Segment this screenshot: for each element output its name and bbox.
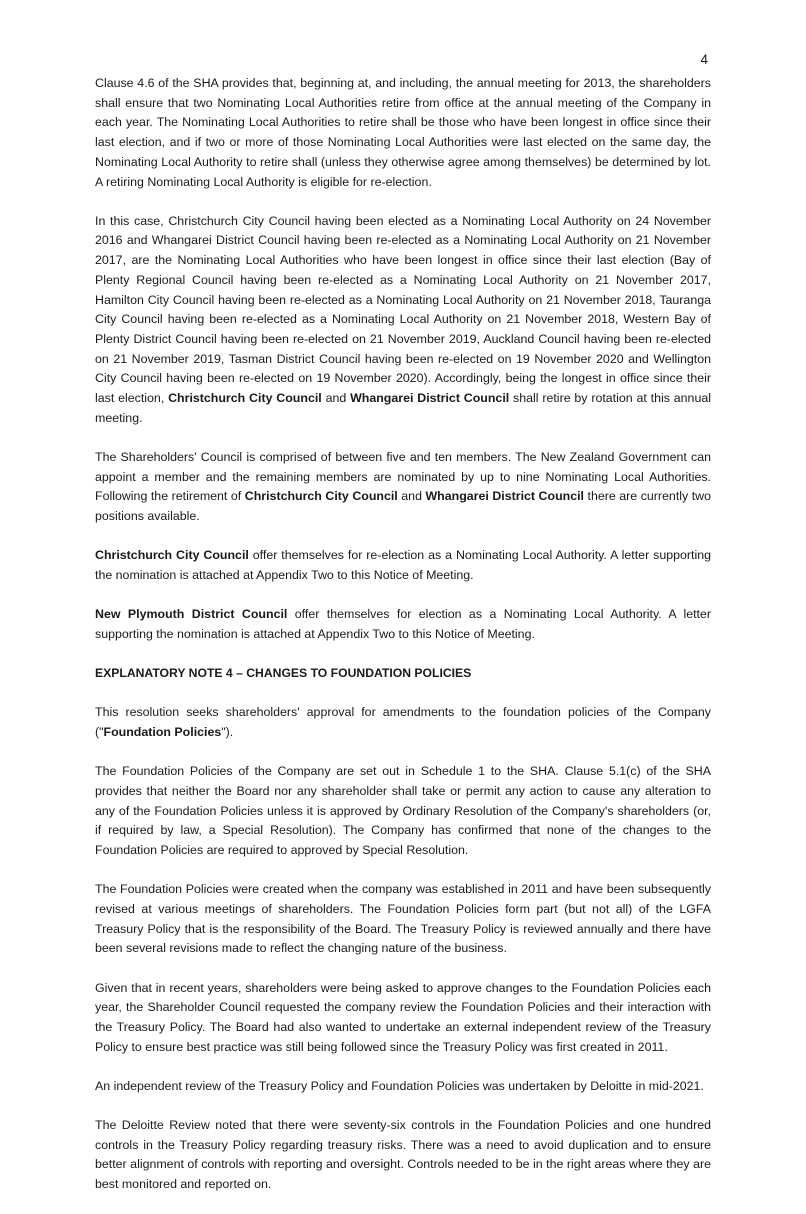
bold-council-name: Christchurch City Council — [244, 489, 398, 504]
paragraph-text: offer themselves for election as a Nominating Local Authority. A letter supporting the nomination is attached at Appendix Two to this Notice of Meeting. — [95, 607, 711, 641]
bold-council-name: Whangarei District Council — [425, 489, 584, 504]
paragraph-review-request: Given that in recent years, shareholders were being asked to approve changes to the Foundation Policies each year, the Shareholder Council requested the company review the Foundation Policies and their interaction with the Treasury Policy. The Board had also wanted to undertake an external independent review of the Treasury Policy to ensure best practice was still being followed since the Treasury Policy was first created in 2011. — [95, 980, 711, 1054]
paragraph-christchurch-nomination — [95, 546, 711, 585]
paragraph-text: offer themselves for re-election as a Nominating Local Authority. A letter supporting the nomination is attached at Appendix Two to this Notice of Meeting. — [95, 548, 712, 582]
paragraph-text: The Shareholders' Council is comprised of between five and ten members. The New Zealand Government can appoint a member and the remaining members are nominated by up to nine Nominating Local Authorities. Following the retirement of — [95, 449, 711, 504]
paragraph-text: there are currently two positions available. — [95, 489, 712, 524]
section-heading: EXPLANATORY NOTE 4 – CHANGES TO FOUNDATION POLICIES — [95, 666, 472, 681]
paragraph-deloitte-review: An independent review of the Treasury Policy and Foundation Policies was undertaken by Deloitte in mid-2021. — [95, 1078, 704, 1093]
paragraph-shareholders-council — [95, 448, 711, 527]
paragraph-text: This resolution seeks shareholders' approval for amendments to the foundation policies of the Company (" — [95, 705, 711, 739]
paragraph-text: "). — [221, 724, 234, 739]
paragraph-text: In this case, Christchurch City Council having been elected as a Nominating Local Authority on 24 November 2016 and Whangarei District Council having been re-elected as a Nominating Local Authority on 21 November 2017, are the Nominating Local Authorities who have been longest in office since their last election (Bay of Plenty Regional Council having been re-elected as a Nominating Local Authority on 21 November 2017, Hamilton City Council having been re-elected as a Nominating Local Authority on 21 November 2018, Tauranga City Council having been re-elected as a Nominating Local Authority on 21 November 2018, Western Bay of Plenty District Council having been re-elected on 21 November 2019, Auckland Council having been re-elected on 21 November 2019, Tasman District Council having been re-elected on 19 November 2020 and Wellington City Council having been re-elected on 19 November 2020). Accordingly, being the longest in office since their last election, — [95, 213, 711, 406]
paragraph-policies-history: The Foundation Policies were created when the company was established in 2011 and have been subsequently revised at various meetings of shareholders. The Foundation Policies form part (but not all) of the LGFA Treasury Policy that is the responsibility of the Board. The Treasury Policy is reviewed annually and there have been several revisions made to reflect the changing nature of the business. — [95, 882, 711, 956]
paragraph-deloitte-findings: The Deloitte Review noted that there were seventy-six controls in the Foundation Policies and one hundred controls in the Treasury Policy regarding treasury risks. There was a need to avoid duplication and to ensure better alignment of controls with reporting and oversight. Controls needed to be in the right areas where they are best monitored and reported on. — [95, 1118, 711, 1192]
page-number: 4 — [700, 52, 708, 67]
paragraph-resolution-purpose — [95, 703, 711, 742]
bold-council-name: Christchurch City Council — [95, 548, 249, 563]
bold-council-name: Whangarei District Council — [350, 391, 510, 406]
paragraph-clause-4-6: Clause 4.6 of the SHA provides that, beginning at, and including, the annual meeting for 2013, the shareholders shall ensure that two Nominating Local Authorities retire from office at the annual meeting of the Company in each year. The Nominating Local Authorities to retire shall be those who have been longest in office since their last election, and if two or more of those Nominating Local Authorities were last elected on the same day, the Nominating Local Authority to retire shall (unless they otherwise agree among themselves) be determined by lot. A retiring Nominating Local Authority is eligible for re-election. — [95, 76, 711, 189]
bold-council-name: Christchurch City Council — [168, 391, 322, 406]
paragraph-text: and — [321, 391, 351, 406]
paragraph-schedule-1: The Foundation Policies of the Company are set out in Schedule 1 to the SHA. Clause 5.1(c) of the SHA provides that neither the Board nor any shareholder shall take or permit any action to cause any alteration to any of the Foundation Policies unless it is approved by Ordinary Resolution of the Company's shareholders (or, if required by law, a Special Resolution). The Company has confirmed that none of the changes to the Foundation Policies are required to approved by Special Resolution. — [95, 764, 711, 857]
document-body — [95, 74, 711, 1214]
bold-defined-term: Foundation Policies — [103, 724, 222, 739]
bold-council-name: New Plymouth District Council — [95, 607, 288, 622]
paragraph-text: and — [397, 489, 426, 504]
paragraph-new-plymouth-nomination — [95, 605, 711, 644]
paragraph-text: shall retire by rotation at this annual meeting. — [95, 391, 711, 425]
paragraph-longest-in-office — [95, 212, 711, 429]
